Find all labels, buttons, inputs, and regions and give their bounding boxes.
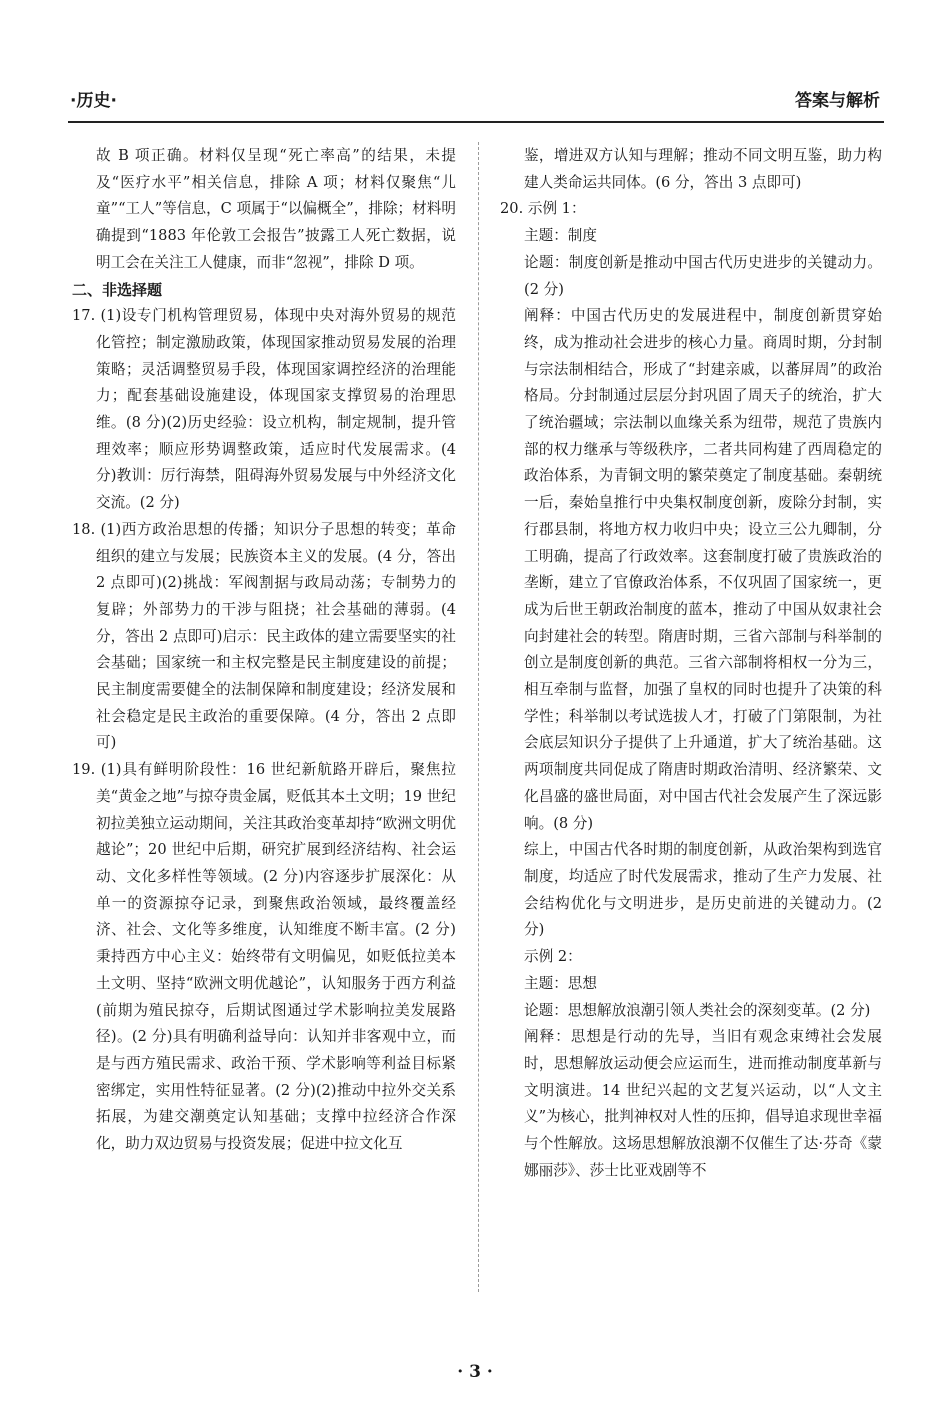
example2-theme: 主题：思想 xyxy=(524,974,597,992)
right-column xyxy=(500,143,882,1184)
example2-label: 示例 2： xyxy=(524,948,582,966)
left-column xyxy=(72,143,456,1158)
example1-summary: 综上，中国古代各时期的制度创新，从政治架构到选官制度，均适应了时代发展需求，推动了生产力发展、社会结构优化与文明进步，是历史前进的关键动力。(2 分) xyxy=(524,841,882,939)
example2-thesis: 论题：思想解放浪潮引领人类社会的深刻变革。(2 分) xyxy=(524,1001,871,1019)
example1-theme: 主题：制度 xyxy=(524,227,597,245)
answer-17: 17. (1)设专门机构管理贸易，体现中央对海外贸易的规范化管控；制定激励政策，体现国家推动贸易发展的治理策略；灵活调整贸易手段，体现国家调控经济的治理能力；配套基础设施建设，体现国家支撑贸易的治理思维。(8 分)(2)历史经验：设立机构，制定规制，提升管理效率；顺应形势调整政策，适应时代发展需求。(4 分)教训：厉行海禁，阻碍海外贸易发展与中外经济文化交流。(2 分) xyxy=(72,307,456,512)
example1-body: 阐释：中国古代历史的发展进程中，制度创新贯穿始终，成为推动社会进步的核心力量。商周时期，分封制与宗法制相结合，形成了“封建亲戚，以蕃屏周”的政治格局。分封制通过层层分封巩固了周天子的统治，扩大了统治疆域；宗法制以血缘关系为纽带，规范了贵族内部的权力继承与等级秩序，二者共同构建了西周稳定的政治体系，为青铜文明的繁荣奠定了制度基础。秦朝统一后，秦始皇推行中央集权制度创新，废除分封制，实行郡县制，将地方权力收归中央；设立三公九卿制，分工明确，提高了行政效率。这套制度打破了贵族政治的垄断，建立了官僚政治体系，不仅巩固了国家统一，更成为后世王朝政治制度的蓝本，推动了中国从奴隶社会向封建社会的转型。隋唐时期，三省六部制与科举制的创立是制度创新的典范。三省六部制将相权一分为三，相互牵制与监督，加强了皇权的同时也提升了决策的科学性；科举制以考试选拔人才，打破了门第限制，为社会底层知识分子提供了上升通道，扩大了统治基础。这两项制度共同促成了隋唐时期政治清明、经济繁荣、文化昌盛的盛世局面，对中国古代社会发展产生了深远影响。(8 分) xyxy=(524,307,882,832)
intro-paragraph: 故 B 项正确。材料仅呈现“死亡率高”的结果，未提及“医疗水平”相关信息，排除 A 项；材料仅聚焦“儿童”“工人”等信息，C 项属于“以偏概全”，排除；材料明确提到“1883 年伦敦工会报告”披露工人死亡数据，说明工会在关注工人健康，而非“忽视”，排除 D 项。 xyxy=(96,147,456,271)
subject-label: ·历史· xyxy=(70,91,117,111)
example1-thesis: 论题：制度创新是推动中国古代历史进步的关键动力。(2 分) xyxy=(524,253,882,298)
example2-body: 阐释：思想是行动的先导，当旧有观念束缚社会发展时，思想解放运动便会应运而生，进而推动制度革新与文明演进。14 世纪兴起的文艺复兴运动，以“人文主义”为核心，批判神权对人性的压抑，倡导追求现世幸福与个性解放。这场思想解放浪潮不仅催生了达·芬奇《蒙娜丽莎》、莎士比亚戏剧等不 xyxy=(524,1028,882,1179)
answer-20-label: 20. 示例 1： xyxy=(500,200,586,218)
answer-19: 19. (1)具有鲜明阶段性：16 世纪新航路开辟后，聚焦拉美“黄金之地”与掠夺贵金属，贬低其本土文明；19 世纪初拉美独立运动期间，关注其政治变革却持“欧洲文明优越论”；20 世纪中后期，研究扩展到经济结构、社会运动、文化多样性等领域。(2 分)内容逐步扩展深化：从单一的资源掠夺记录，到聚焦政治领域，最终覆盖经济、社会、文化等多维度，认知维度不断丰富。(2 分)秉持西方中心主义：始终带有文明偏见，如贬低拉美本土文明、坚持“欧洲文明优越论”，认知服务于西方利益(前期为殖民掠夺，后期试图通过学术影响拉美发展路径)。(2 分)具有明确利益导向：认知并非客观中立，而是与西方殖民需求、政治干预、学术影响等利益目标紧密绑定，实用性特征显著。(2 分)(2)推动中拉外交关系拓展，为建交潮奠定认知基础；支撑中拉经济合作深化，助力双边贸易与投资发展；促进中拉文化互 xyxy=(72,761,456,1153)
section-label: 答案与解析 xyxy=(795,91,880,111)
column-divider xyxy=(478,142,479,1292)
section-title: 二、非选择题 xyxy=(72,280,163,299)
answer-19-continued: 鉴，增进双方认知与理解；推动不同文明互鉴，助力构建人类命运共同体。(6 分，答出 3 点即可) xyxy=(524,147,882,191)
page-header xyxy=(68,86,884,116)
page-number: · 3 · xyxy=(457,1362,493,1382)
answer-18: 18. (1)西方政治思想的传播；知识分子思想的转变；革命组织的建立与发展；民族资本主义的发展。(4 分，答出 2 点即可)(2)挑战：军阀割据与政局动荡；专制势力的复辟；外部势力的干涉与阻挠；社会基础的薄弱。(4 分，答出 2 点即可)启示：民主政体的建立需要坚实的社会基础；国家统一和主权完整是民主制度建设的前提；民主制度需要健全的法制保障和制度建设；经济发展和社会稳定是民主政治的重要保障。(4 分，答出 2 点即可) xyxy=(72,520,456,752)
header-rule xyxy=(68,121,884,123)
